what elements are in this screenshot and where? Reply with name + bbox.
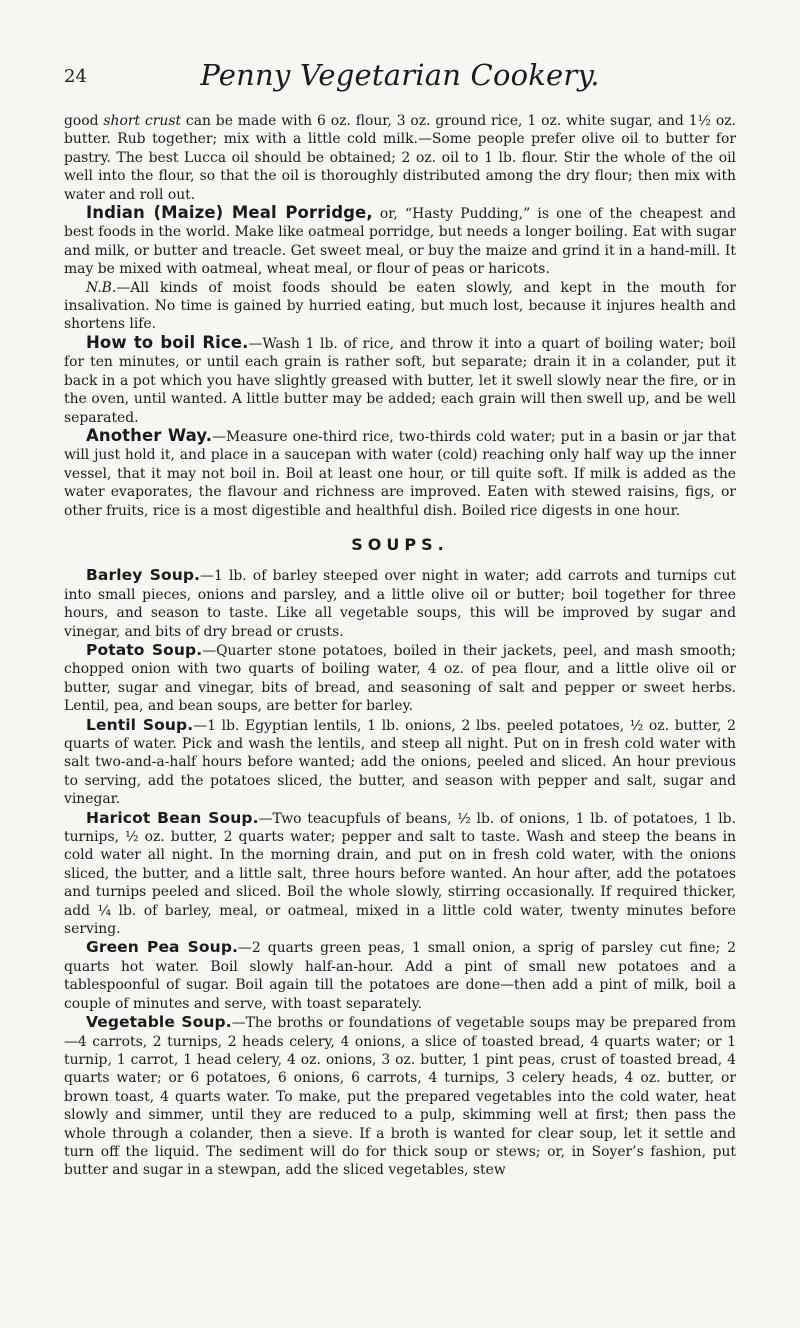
recipe-paragraph [64,427,736,520]
recipe-paragraph [64,566,736,641]
section-heading-soups: SOUPS. [351,534,449,554]
recipe-paragraph [64,1013,736,1180]
recipe-paragraph [64,204,736,279]
note-label: N.B. [86,279,117,296]
recipe-title: Vegetable Soup. [86,1013,232,1032]
recipe-text: —1 lb. Egyptian lentils, 1 lb. onions, 2 lbs. peeled potatoes, ½ oz. butter, 2 quarts of water. Pick and wash the lentils, and steep all night. Put on in fresh cold water with salt two-and-a-half hours before wanted; add the onions, peeled and sliced. An hour previous to serving, add the potatoes sliced, the butter, and season with pepper and salt, sugar and vinegar. [64,717,736,808]
intro-text: can be made with 6 oz. flour, 3 oz. ground rice, 1 oz. white sugar, and 1½ oz. butter. Rub together; mix with a little cold milk.—Some people prefer olive oil to butter for pastry. The best Lucca oil should be obtained; 2 oz. oil to 1 lb. flour. Stir the whole of the oil well into the flour, so that the oil is thoroughly distributed among the dry flour; then mix with water and roll out. [64,113,736,203]
recipe-text: —Wash 1 lb. of rice, and throw it into a quart of boiling water; boil for ten minutes, or until each grain is rather soft, but separate; drain it in a colander, put it back in a pot which you have slightly greased with butter, let it swell slowly near the fire, or in the oven, until wanted. A little butter may be added; each grain will then swell up, and be well separated. [64,335,736,426]
recipe-title: Another Way. [86,425,213,445]
recipe-title: Green Pea Soup. [86,938,238,957]
recipe-title: Barley Soup. [86,566,201,585]
intro-text-start: good [64,113,104,129]
page-header [64,58,736,98]
recipe-paragraph [64,809,736,939]
recipe-title: Potato Soup. [86,640,203,659]
recipe-title: Indian (Maize) Meal Porridge, [86,203,373,223]
recipe-paragraph [64,938,736,1013]
recipe-title: Lentil Soup. [86,715,194,734]
recipe-title: Haricot Bean Soup. [86,808,259,827]
note-paragraph [64,279,736,334]
recipe-text: —Measure one-third rice, two-thirds cold water; put in a basin or jar that will just hold it, and place in a saucepan with water (cold) reaching only half way up the inner vessel, that it may not boil in. Boil at least one hour, or till quite soft. If milk is added as the water evaporates, the flavour and richness are improved. Eaten with stewed raisins, figs, or other fruits, rice is a most digestible and healthful dish. Boiled rice digests in one hour. [64,428,736,519]
page-body [64,112,736,1180]
running-title: Penny Vegetarian Cookery. [200,58,600,92]
recipe-paragraph [64,334,736,427]
recipe-text: —The broths or foundations of vegetable soups may be prepared from—4 carrots, 2 turnips, 2 heads celery, 4 onions, a slice of toasted bread, 4 quarts water; or 1 turnip, 1 carrot, 1 head celery, 4 oz. onions, 3 oz. butter, 1 pint peas, crust of toasted bread, 4 quarts water; or 6 potatoes, 6 onions, 6 carrots, 4 turnips, 3 celery heads, 4 oz. butter, or brown toast, 4 quarts water. To make, put the prepared vegetables into the cold water, heat slowly and simmer, until they are reduced to a pulp, skimming well at first; then pass the whole through a colander, then a sieve. If a broth is wanted for clear soup, let it settle and turn off the liquid. The sediment will do for thick soup or stews; or, in Soyer’s fashion, put butter and sugar in a stewpan, add the sliced vegetables, stew [64,1015,736,1179]
short-crust-term: short crust [103,113,182,129]
recipe-title: How to boil Rice. [86,332,249,352]
intro-paragraph [64,112,736,204]
page-number: 24 [64,66,87,87]
recipe-text: —2 quarts green peas, 1 small onion, a sprig of parsley cut fine; 2 quarts hot water. Boil slowly half-an-hour. Add a pint of small new potatoes and a tablespoonful of sugar. Boil again till the potatoes are done—then add a pint of milk, boil a couple of minutes and serve, with toast separately. [64,940,736,1012]
recipe-paragraph [64,641,736,716]
recipe-text: —Quarter stone potatoes, boiled in their jackets, peel, and mash smooth; chopped onion with two quarts of boiling water, 4 oz. of pea flour, and a little olive oil or butter, sugar and vinegar, bits of bread, and seasoning of salt and pepper or sweet herbs. Lentil, pea, and bean soups, are better for barley. [64,642,736,715]
recipe-text: or, “Hasty Pudding,” is one of the cheapest and best foods in the world. Make like oatmeal porridge, but needs a longer boiling. Eat with sugar and milk, or butter and treacle. Get sweet meal, or buy the maize and grind it in a hand-mill. It may be mixed with oatmeal, wheat meal, or flour of peas or haricots. [64,206,736,278]
note-text: —All kinds of moist foods should be eaten slowly, and kept in the mouth for insalivation. No time is gained by hurried eating, but much lost, because it injures health and shortens life. [64,279,736,333]
recipe-paragraph [64,716,736,809]
recipe-text: —Two teacupfuls of beans, ½ lb. of onions, 1 lb. of potatoes, 1 lb. turnips, ½ oz. butter, 2 quarts water; pepper and salt to taste. Wash and steep the beans in cold water all night. In the morning drain, and put on in fresh cold water, with the onions sliced, the butter, and a little salt, three hours before wanted. An hour after, add the potatoes and turnips peeled and sliced. Boil the whole slowly, stirring occasionally. If required thicker, add ¼ lb. of barley, meal, or oatmeal, mixed in a little cold water, twenty minutes before serving. [64,810,736,938]
recipe-text: —1 lb. of barley steeped over night in water; add carrots and turnips cut into small pieces, onions and parsley, and a little olive oil or butter; boil together for three hours, and season to taste. Like all vegetable soups, this will be improved by sugar and vinegar, and bits of dry bread or crusts. [64,568,736,640]
